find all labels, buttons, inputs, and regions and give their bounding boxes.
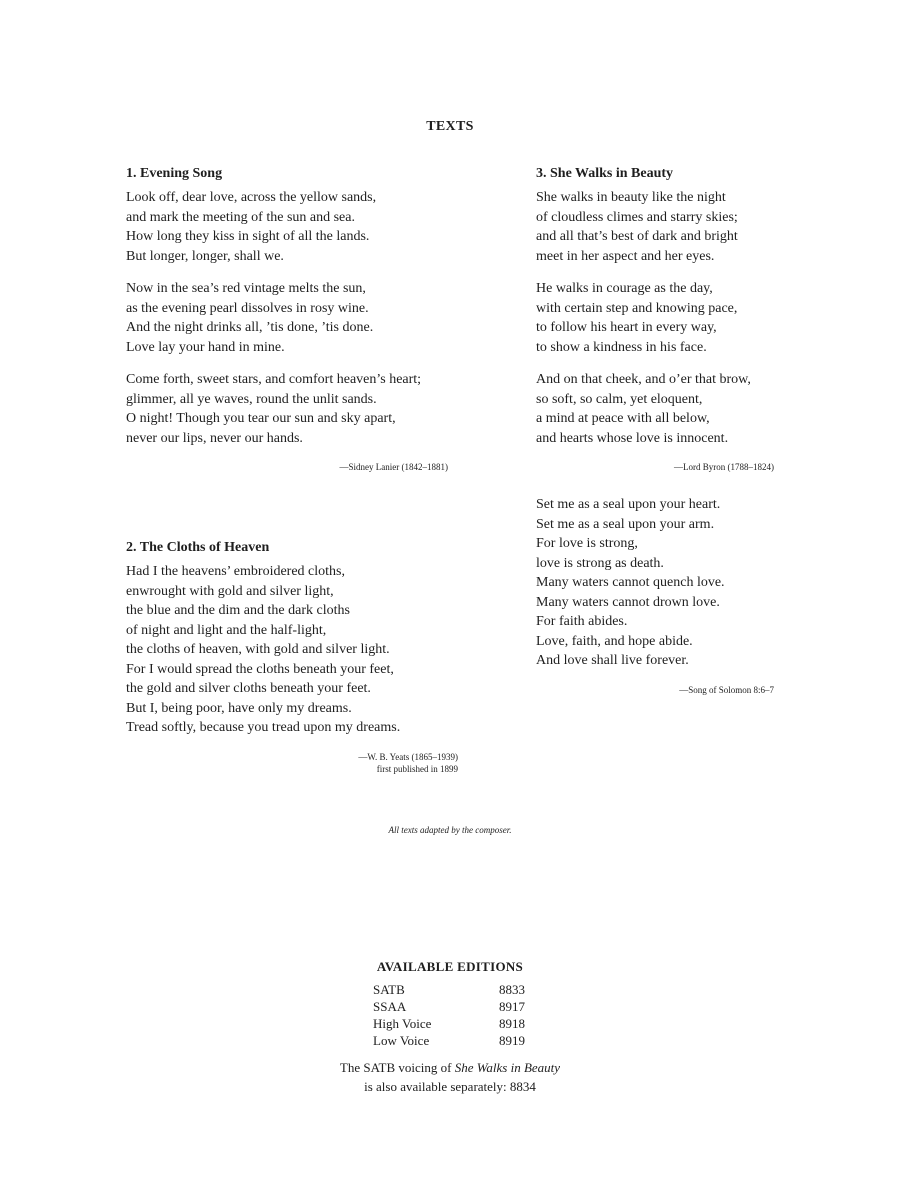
stanza [126,562,461,738]
poem-line: never our lips, never our hands. [126,430,303,446]
poem-line: and hearts whose love is innocent. [536,430,729,446]
poem-line: the gold and silver cloths beneath your feet. [126,681,371,696]
poem-title: 2. The Cloths of Heaven [126,540,270,555]
poem-line: And on that cheek, and o’er that brow, [536,372,751,387]
poem-line: Love, faith, and hope abide. [536,633,693,649]
poem-line: She walks in beauty like the night [536,190,726,205]
poem-line: Set me as a seal upon your arm. [536,516,715,532]
poem-line: and mark the meeting of the sun and sea. [126,209,355,225]
edition-number: 8917 [499,999,525,1014]
poem-line: of night and light and the half-light, [126,622,327,638]
poem-line: the cloths of heaven, with gold and silver light. [126,642,390,657]
footer-text: The SATB voicing of [339,1060,455,1075]
poem-title: 1. Evening Song [126,166,223,181]
footer-line [0,1058,900,1077]
edition-voicing: SATB [373,982,405,997]
edition-row [373,981,525,998]
poem-line: Look off, dear love, across the yellow sands, [126,190,377,205]
poem-line: For faith abides. [536,614,628,629]
poem-line: Many waters cannot quench love. [536,575,725,590]
poem-line: He walks in courage as the day, [536,281,713,296]
edition-voicing: High Voice [373,1016,432,1031]
poem-line: Tread softly, because you tread upon my dreams. [126,720,401,735]
separate-availability-note [0,1058,900,1096]
stanza [536,188,786,266]
attribution-line: first published in 1899 [376,763,458,774]
poem-line: But I, being poor, have only my dreams. [126,700,352,716]
poem-line: with certain step and knowing pace, [536,300,738,316]
edition-number: 8833 [499,982,525,997]
footer-line: is also available separately: 8834 [364,1079,536,1094]
poem-line: Come forth, sweet stars, and comfort heaven’s heart; [126,372,422,387]
edition-voicing: SSAA [373,999,407,1014]
stanza [536,279,786,357]
poem-title: 3. She Walks in Beauty [536,166,674,181]
edition-number: 8918 [499,1016,525,1031]
poem-line: the blue and the dim and the dark cloths [126,603,350,618]
stanza [126,370,461,448]
stanza [536,370,786,448]
poem-evening-song [126,166,461,473]
poem-cloths-of-heaven [126,540,461,775]
composer-note: All texts adapted by the composer. [388,825,512,835]
poem-line: For love is strong, [536,536,638,551]
edition-row [373,1015,525,1032]
attribution [126,751,458,775]
poem-line: Had I the heavens’ embroidered cloths, [126,564,345,579]
poem-line: Now in the sea’s red vintage melts the sun, [126,281,366,296]
attribution-line: —Lord Byron (1788–1824) [674,462,774,472]
attribution-line: —W. B. Yeats (1865–1939) [358,751,458,762]
page-title: TEXTS [426,119,474,134]
poem-line: And the night drinks all, ’tis done, ’tis done. [126,320,374,335]
poem-line: How long they kiss in sight of all the lands. [126,229,370,244]
editions-title: AVAILABLE EDITIONS [376,959,524,974]
edition-voicing: Low Voice [373,1033,430,1048]
poem-line: Set me as a seal upon your heart. [536,497,721,512]
poem-line: But longer, longer, shall we. [126,248,284,264]
attribution-line: —Sidney Lanier (1842–1881) [339,462,448,472]
poem-line: to show a kindness in his face. [536,339,707,355]
attribution [536,684,774,696]
poem-line: and all that’s best of dark and bright [536,229,738,244]
footer-title: She Walks in Beauty [454,1060,561,1075]
poem-line: of cloudless climes and starry skies; [536,209,738,225]
edition-number: 8919 [499,1033,525,1048]
poem-she-walks-in-beauty [536,166,786,473]
stanza [126,279,461,357]
edition-row [373,998,525,1015]
stanza [126,188,461,266]
attribution [536,461,774,473]
poem-line: meet in her aspect and her eyes. [536,248,715,264]
poem-line: And love shall live forever. [536,653,689,668]
poem-line: so soft, so calm, yet eloquent, [536,391,703,407]
poem-line: O night! Though you tear our sun and sky apart, [126,411,396,426]
poem-line: enwrought with gold and silver light, [126,583,334,599]
poem-line: glimmer, all ye waves, round the unlit sands. [126,391,377,407]
edition-row [373,1032,525,1049]
poem-line: Many waters cannot drown love. [536,594,720,610]
poem-line: For I would spread the cloths beneath your feet, [126,661,394,677]
stanza [536,495,786,671]
attribution-line: —Song of Solomon 8:6–7 [679,684,774,695]
attribution [126,461,448,473]
poem-line: a mind at peace with all below, [536,411,710,426]
poem-line: to follow his heart in every way, [536,320,717,335]
poem-song-of-solomon [536,495,786,696]
poem-line: love is strong as death. [536,555,664,571]
poem-line: Love lay your hand in mine. [126,339,285,355]
poem-line: as the evening pearl dissolves in rosy wine. [126,300,369,316]
editions-table [373,981,525,1049]
